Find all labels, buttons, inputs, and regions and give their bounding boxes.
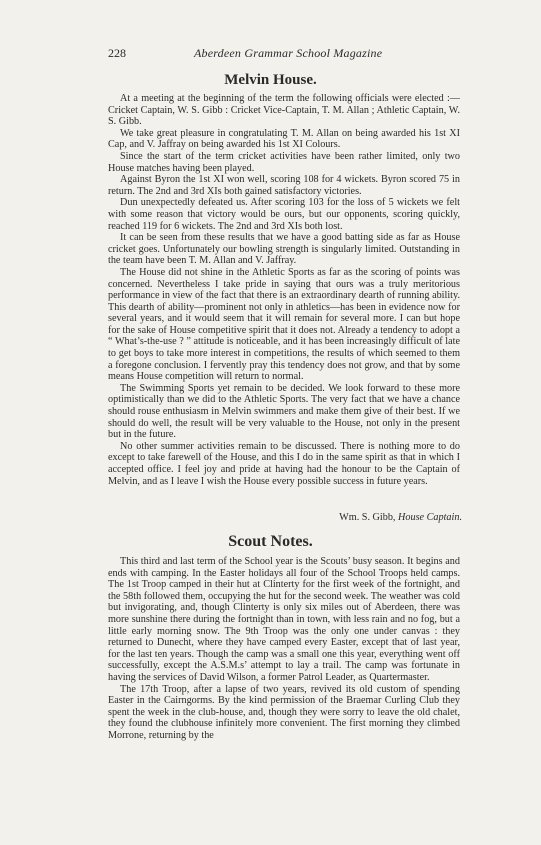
paragraph: Dun unexpectedly defeated us. After scoring 103 for the loss of 5 wickets we felt with some reason that victory would be ours, but our opponents, scoring quickly, reached 119 for 6 wickets. The 2nd and 3rd XIs both lost. [108,197,460,232]
paragraph: The 17th Troop, after a lapse of two years, revived its old custom of spending Easter in the Cairngorms. By the kind permission of the Braemar Curling Club they spent the week in the club-house, and, though they were sorry to leave the old chalet, they found the clubhouse infinitely more convenient. The first morning they climbed Morrone, returning by the [108,683,460,741]
paragraph: Against Byron the 1st XI won well, scoring 108 for 4 wickets. Byron scored 75 in return. The 2nd and 3rd XIs both gained satisfactory victories. [108,174,460,197]
paragraph: We take great pleasure in congratulating T. M. Allan on being awarded his 1st XI Cap, and V. Jaffray on being awarded his 1st XI Colours. [108,127,460,151]
running-title: Aberdeen Grammar School Magazine [194,46,383,60]
paragraph: The Swimming Sports yet remain to be decided. We look forward to these more optimistically than we did to the Athletic Sports. The very fact that we have a chance should rouse enthusiasm in Melvin swimmers and make them give of their best. If we should do well, the result will be very valuable to the House, not only in the present but in the future. [108,382,460,441]
signature [108,512,462,524]
paragraph: At a meeting at the beginning of the term the following officials were elected :—Cricket Captain, W. S. Gibb : Cricket Vice-Captain, T. M. Allan ; Athletic Captain, W. S. Gibb. [108,93,460,128]
signature-name: Wm. S. Gibb, [339,512,396,523]
scout-notes-heading: Scout Notes. [228,533,313,550]
signature-role: House Captain. [398,512,462,523]
paragraph: Since the start of the term cricket activities have been rather limited, only two House matches having been played. [108,150,460,174]
paragraph: It can be seen from these results that we have a good batting side as far as House cricket goes. Unfortunately our bowling strength is singularly limited. Outstanding in the team have been T. M. Allan and V. Jaffray. [108,232,460,267]
melvin-house-article [108,93,460,487]
paragraph: This third and last term of the School year is the Scouts’ busy season. It begins and ends with camping. In the Easter holidays all four of the School Troops held camps. The 1st Troop camped in their hut at Clinterty for the first week of the fortnight, and the 58th followed them, occupying the hut for the second week. The weather was cold but invigorating, and, though Clinterty is only six miles out of Aberdeen, there was more sunshine there during the fortnight than in town, with less rain and no fog, but a little early morning snow. The 9th Troop was the only one under canvas : they returned to Dunecht, where they have camped every Easter, except that of last year, for the last ten years. Though the camp was a small one this year, everything went off successfully, except the A.S.M.s’ attempt to lay a trail. The camp was fortunate in having the services of David Wilson, a former Patrol Leader, as Quartermaster. [108,556,460,683]
melvin-house-heading: Melvin House. [224,72,317,88]
paragraph: No other summer activities remain to be discussed. There is nothing more to do except to take farewell of the House, and this I do in the same spirit as that in which I accepted office. I feel joy and pride at having had the honour to be the Captain of Melvin, and as I leave I wish the House every possible success in future years. [108,440,460,487]
page-number: 228 [108,46,126,60]
scout-notes-article [108,556,460,742]
paragraph: The House did not shine in the Athletic Sports as far as the scoring of points was concerned. Nevertheless I take pride in saying that ours was a truly meritorious performance in view of the fact that there is an extraordinary dearth of running ability. This dearth of ability—prominent not only in athletics—has been in evidence now for several years, and it would seem that it will remain for several more. I can but hope for the sake of House competitive spirit that it does not. Already a tendency to adopt a “ What’s-the-use ? ” attitude is noticeable, and it has been increasingly difficult of late to get boys to take more interest in competitions, the results of which seemed to them a foregone conclusion. I fervently pray this tendency does not grow, and that by some means House competition will return to normal. [108,266,460,383]
